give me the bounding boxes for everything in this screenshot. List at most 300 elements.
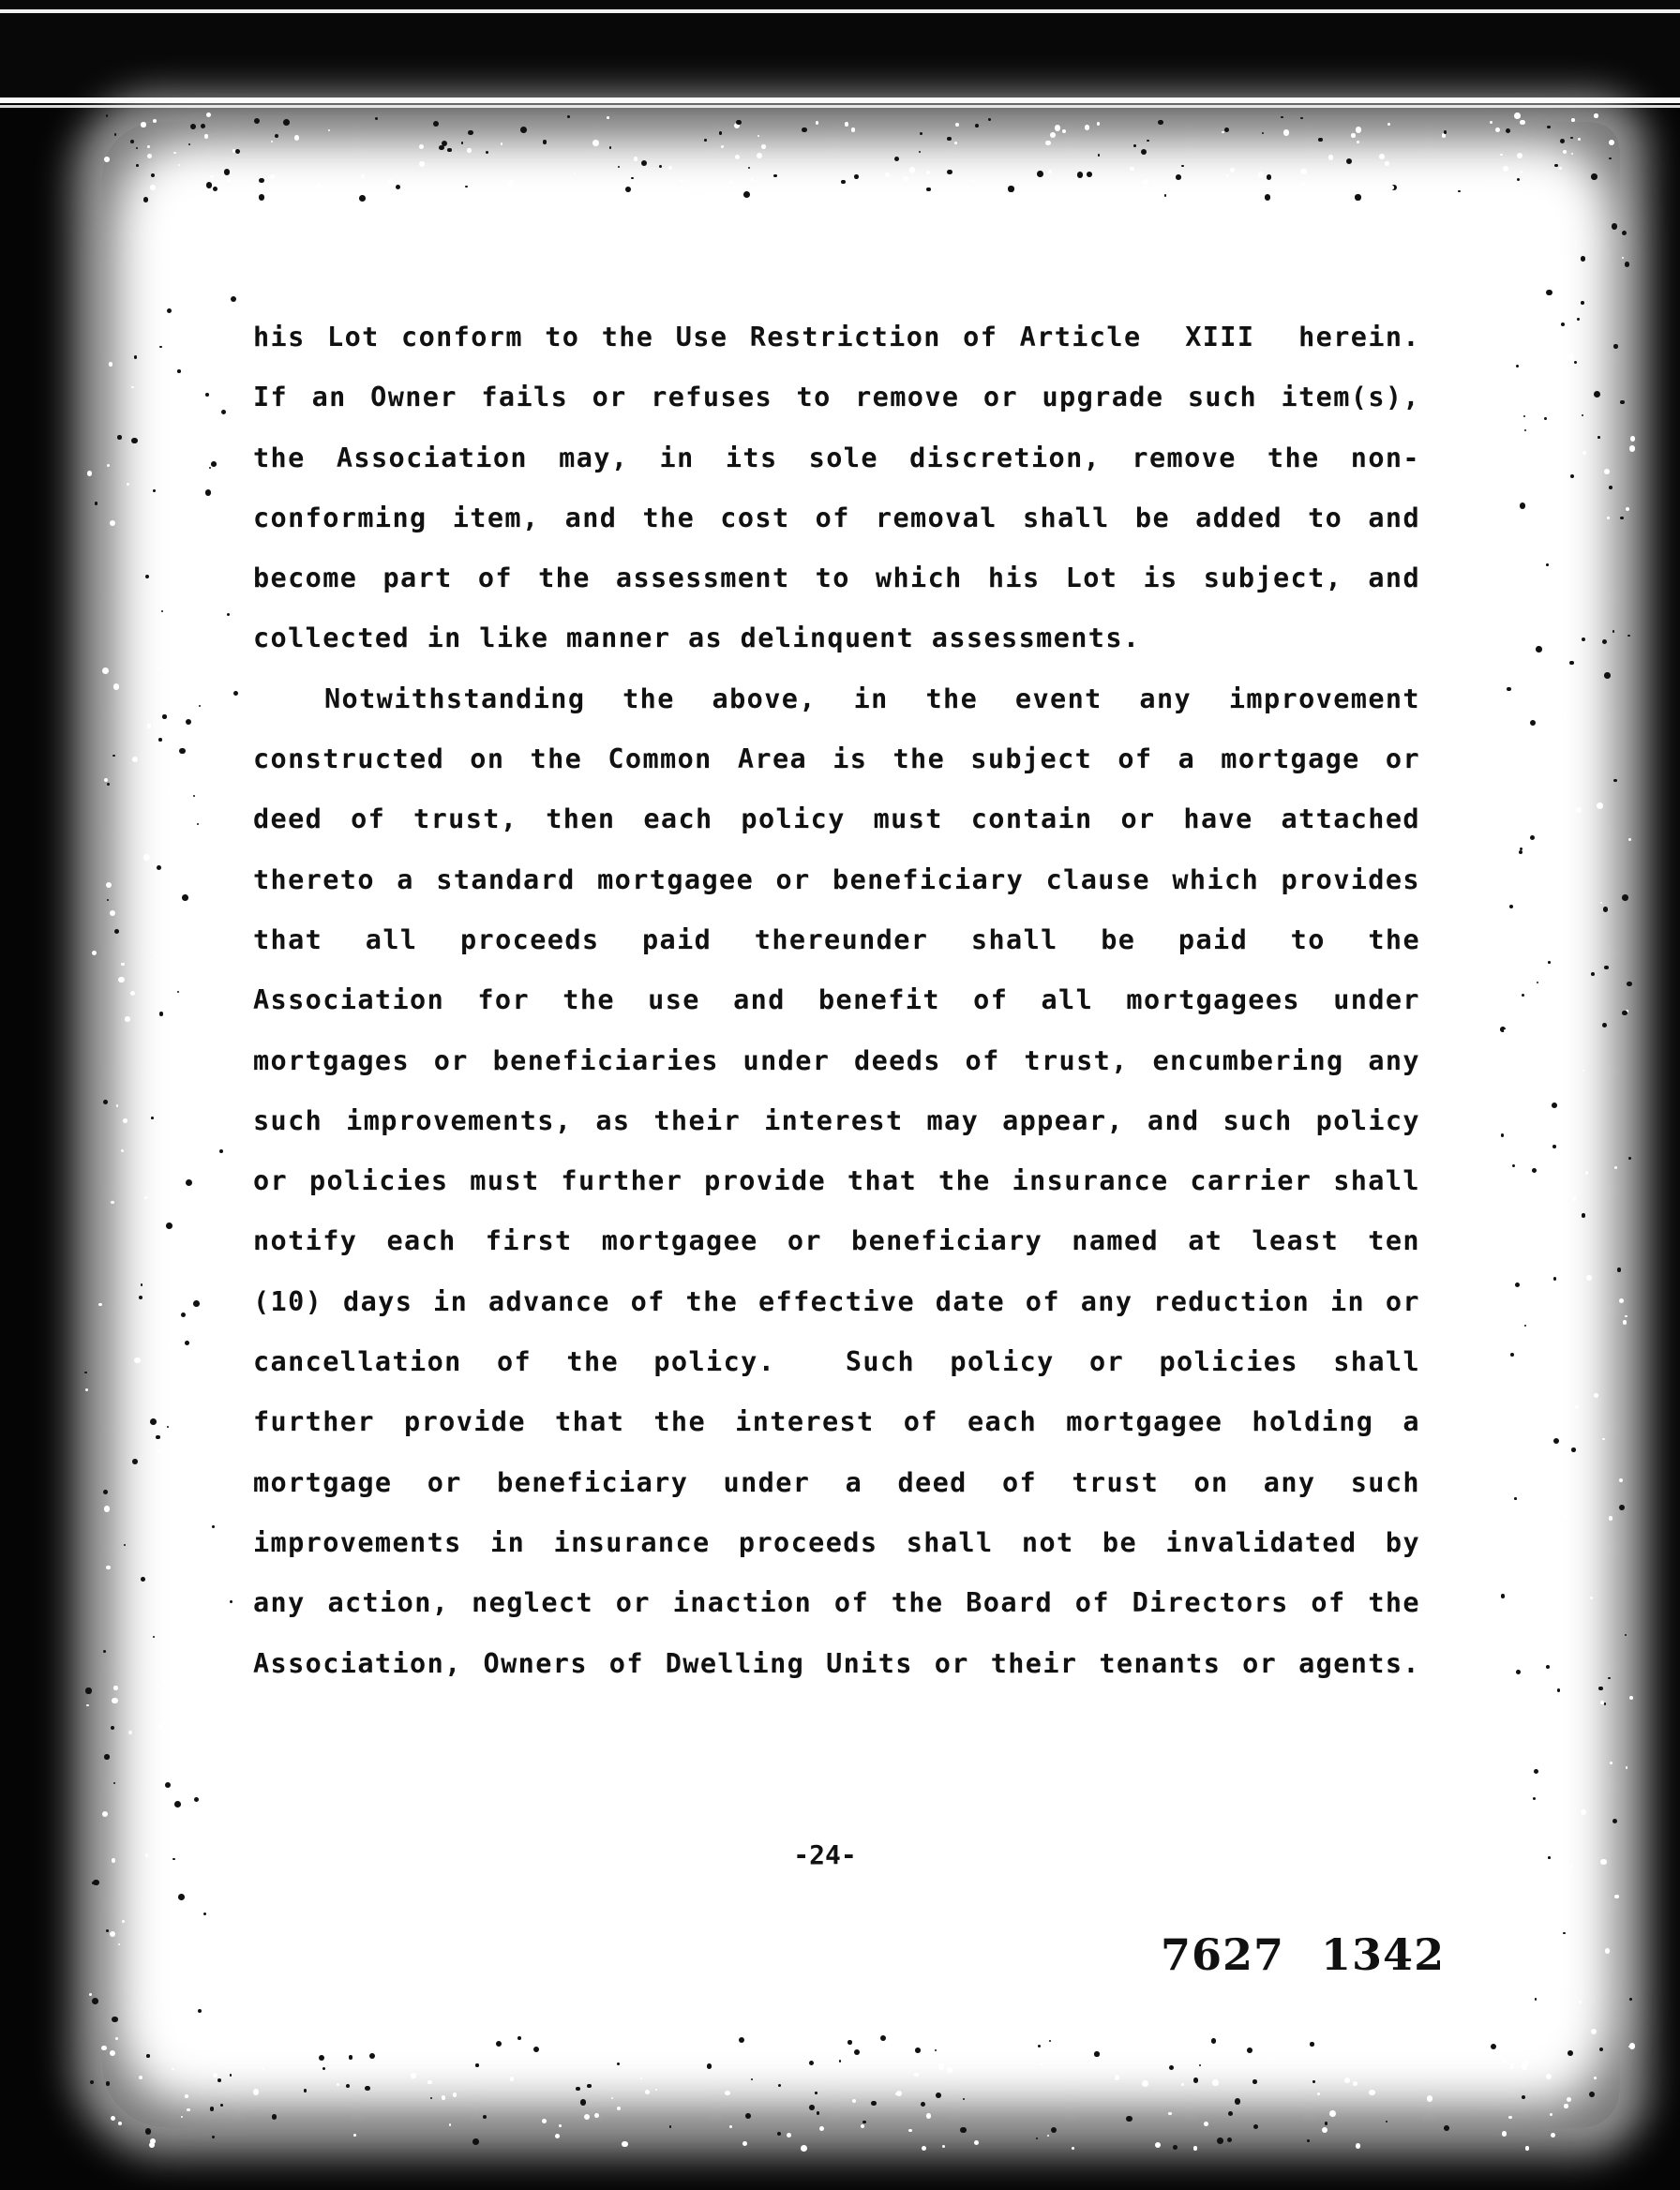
scan-speck (736, 120, 742, 126)
scan-speck (1356, 127, 1362, 133)
scan-speck (411, 2073, 416, 2078)
scan-speck (1629, 445, 1636, 452)
scan-speck (1503, 166, 1508, 172)
scan-speck (960, 2127, 967, 2134)
scan-speck (1520, 1282, 1522, 1284)
scan-speck (1265, 194, 1270, 200)
scan-speck (1552, 1760, 1559, 1766)
scan-speck (584, 2114, 590, 2120)
scan-speck (576, 2087, 579, 2091)
scan-speck (809, 2105, 815, 2110)
scan-speck (1627, 982, 1631, 986)
scan-speck (594, 2113, 599, 2118)
scan-speck (346, 2084, 350, 2088)
scan-speck (942, 2145, 945, 2148)
scan-speck (1628, 1157, 1631, 1160)
scan-speck (922, 2146, 926, 2151)
scan-speck (1517, 153, 1522, 158)
scan-speck (193, 1300, 200, 1307)
scan-speck (127, 483, 129, 486)
scan-speck (1301, 183, 1304, 186)
scan-speck (167, 308, 172, 313)
scan-speck (185, 2094, 188, 2098)
scan-speck (101, 2046, 106, 2050)
scan-speck (1613, 344, 1617, 348)
scan-speck (103, 1100, 108, 1104)
scan-speck (955, 123, 959, 127)
scan-speck (134, 355, 138, 359)
scan-speck (212, 2136, 215, 2138)
scan-speck (1582, 451, 1586, 455)
scan-speck (184, 455, 189, 460)
scan-speck (1258, 172, 1264, 177)
scan-speck (1142, 2080, 1148, 2087)
scan-speck (193, 1390, 197, 1394)
scan-speck (1267, 174, 1271, 179)
scan-speck (1552, 1145, 1556, 1148)
scan-speck (113, 1686, 118, 1690)
scan-speck (145, 575, 149, 578)
scan-speck (159, 346, 161, 348)
scan-speck (472, 2138, 479, 2145)
scan-speck (1548, 1856, 1551, 1859)
scan-speck (854, 174, 859, 179)
scan-speck (1628, 635, 1629, 637)
scan-speck (1612, 223, 1618, 230)
scan-speck (1614, 1166, 1617, 1169)
text-line: constructed on the Common Area is the subject of a mortgage or (253, 743, 1420, 775)
scan-speck (230, 2074, 232, 2076)
scan-speck (106, 114, 109, 117)
scan-speck (1179, 2042, 1186, 2048)
scan-speck (1045, 141, 1051, 146)
scan-speck (947, 137, 952, 142)
scan-speck (1051, 2127, 1058, 2134)
scan-speck (87, 471, 93, 476)
scan-speck (1620, 517, 1623, 519)
scan-speck (231, 296, 236, 302)
scan-speck (199, 705, 201, 707)
scan-speck (1217, 2138, 1223, 2144)
scan-speck (1510, 1379, 1516, 1385)
scan-speck (1115, 2075, 1120, 2080)
scan-speck (1237, 2049, 1240, 2053)
scan-speck (195, 1431, 201, 1436)
scan-speck (227, 178, 231, 182)
scan-speck (937, 2045, 941, 2049)
scan-speck (1612, 630, 1615, 633)
scan-speck (559, 2124, 562, 2127)
text-line: mortgages or beneficiaries under deeds of trust, encumbering any (253, 1044, 1420, 1076)
scan-speck (205, 489, 211, 495)
scan-speck (156, 955, 158, 957)
scan-speck (1141, 149, 1147, 155)
scan-speck (168, 376, 172, 381)
scan-speck (751, 178, 754, 181)
scan-speck (1575, 1405, 1579, 1409)
scan-speck (512, 191, 517, 196)
scan-speck (1147, 140, 1149, 142)
scan-speck (936, 2092, 941, 2098)
scan-speck (388, 179, 394, 185)
scan-speck (215, 873, 219, 878)
scan-speck (1602, 1438, 1604, 1440)
scan-speck (954, 142, 957, 144)
scan-speck (926, 2113, 931, 2118)
scan-speck (1548, 961, 1551, 964)
scan-speck (272, 2114, 277, 2119)
scan-speck (1322, 2127, 1328, 2133)
scan-speck (144, 1196, 147, 1199)
scan-speck (1629, 1696, 1633, 1700)
text-line: (10) days in advance of the effective date of any reduction in or (253, 1285, 1420, 1317)
text-line: any action, neglect or inaction of the Board of Directors of the (253, 1587, 1420, 1619)
scan-speck (1145, 193, 1150, 199)
scan-speck (1047, 2135, 1049, 2137)
scan-speck (1607, 517, 1609, 518)
text-line: conforming item, and the cost of removal shall be added to and (253, 502, 1420, 533)
scan-speck (1500, 154, 1503, 157)
scan-speck (1036, 2138, 1038, 2139)
scan-speck (1620, 400, 1624, 404)
scan-speck (122, 1920, 125, 1923)
scan-speck (1629, 1998, 1632, 2001)
scan-speck (128, 1731, 132, 1734)
scan-speck (118, 1943, 120, 1945)
scan-speck (1594, 113, 1598, 117)
scan-speck (150, 1418, 157, 1425)
scan-speck (1550, 2113, 1552, 2116)
scan-speck (84, 1372, 86, 1373)
scan-speck (92, 951, 97, 955)
scan-speck (1557, 1688, 1560, 1691)
scan-speck (839, 2060, 841, 2062)
scan-speck (1619, 1505, 1625, 1510)
scan-speck (1525, 2146, 1530, 2151)
scan-speck (1130, 167, 1133, 171)
scan-speck (1169, 2065, 1174, 2070)
scan-speck (442, 2095, 446, 2100)
scan-speck (195, 738, 202, 744)
scan-speck (1444, 2125, 1449, 2131)
scan-speck (147, 145, 150, 148)
text-line: improvements in insurance proceeds shall not be invalidated by (253, 1526, 1420, 1558)
scan-speck (1625, 1634, 1627, 1636)
scan-speck (158, 668, 161, 670)
recording-number: 7627 1342 (1161, 1929, 1446, 1980)
scan-speck (102, 1811, 108, 1817)
scan-speck (102, 668, 109, 674)
scan-speck (1524, 1325, 1526, 1327)
scan-speck (1351, 133, 1355, 137)
scan-speck (1582, 1213, 1585, 1217)
scan-speck (227, 613, 230, 616)
scan-speck (1591, 173, 1597, 179)
scan-speck (1613, 779, 1616, 782)
scan-speck (181, 1889, 186, 1894)
scan-speck (1585, 1171, 1589, 1175)
scan-speck (235, 149, 240, 154)
scan-speck (802, 128, 807, 133)
scan-speck (725, 2091, 730, 2096)
scan-speck (1570, 137, 1573, 140)
scan-speck (131, 386, 133, 388)
scan-speck (747, 2042, 750, 2045)
scan-speck (211, 461, 217, 467)
text-line: Association, Owners of Dwelling Units or their tenants or agents. (253, 1647, 1420, 1679)
scan-speck (1253, 2124, 1258, 2129)
scan-speck (328, 129, 330, 131)
scan-speck (1307, 2139, 1310, 2142)
scan-speck (1181, 165, 1183, 167)
scan-speck (1625, 1315, 1628, 1318)
top-rule (0, 9, 1680, 13)
scan-speck (1085, 125, 1089, 129)
scan-speck (1622, 231, 1627, 235)
scan-speck (518, 2036, 521, 2040)
scan-speck (1597, 802, 1603, 809)
scan-speck (95, 502, 98, 505)
scan-speck (304, 2089, 307, 2092)
scan-speck (353, 2134, 356, 2137)
scan-speck (1204, 2122, 1208, 2126)
scan-speck (761, 144, 766, 149)
scan-speck (1523, 415, 1525, 417)
scan-speck (845, 122, 848, 126)
scan-speck (375, 117, 378, 120)
scan-speck (1501, 1133, 1505, 1137)
scan-speck (254, 118, 260, 124)
scan-speck (592, 140, 599, 146)
scan-speck (1525, 790, 1530, 795)
scan-speck (975, 124, 979, 128)
scan-speck (1564, 1514, 1568, 1519)
scan-speck (1048, 170, 1052, 173)
scan-speck (1581, 256, 1585, 261)
scan-speck (118, 2122, 122, 2125)
scan-speck (1385, 161, 1389, 166)
scan-speck (1523, 2060, 1529, 2065)
scan-speck (1077, 172, 1084, 178)
scan-speck (143, 854, 150, 861)
scan-speck (801, 2145, 807, 2152)
text-line: collected in like manner as delinquent assessments. (253, 622, 1141, 654)
text-line: or policies must further provide that the insurance carrier shall (253, 1165, 1420, 1197)
scan-speck (1379, 154, 1385, 159)
scan-speck (607, 116, 609, 119)
text-line: further provide that the interest of each mortgagee holding a (253, 1406, 1420, 1438)
scan-speck (947, 170, 952, 174)
scan-speck (1319, 2045, 1321, 2047)
scan-speck (151, 173, 155, 177)
scan-speck (885, 172, 890, 177)
scan-speck (259, 194, 264, 200)
scan-speck (1513, 247, 1519, 252)
scan-speck (109, 362, 112, 366)
scan-speck (202, 594, 207, 600)
scan-speck (1553, 1065, 1560, 1072)
scan-speck (197, 1080, 200, 1083)
scan-speck (1310, 2042, 1313, 2046)
scan-speck (186, 445, 190, 450)
text-line: deed of trust, then each policy must contain or have attached (253, 803, 1420, 835)
scan-speck (146, 2054, 150, 2058)
scan-speck (1629, 2043, 1635, 2048)
scan-speck (1579, 2001, 1582, 2003)
scan-speck (1630, 436, 1635, 441)
scan-speck (465, 186, 467, 188)
text-line: that all proceeds paid thereunder shall be paid to the (253, 923, 1420, 955)
scan-speck (165, 1347, 167, 1349)
scan-speck (496, 2041, 502, 2047)
scan-speck (1155, 2142, 1161, 2148)
scan-speck (1604, 672, 1611, 679)
scan-speck (1530, 720, 1536, 726)
scan-speck (862, 2121, 865, 2123)
scan-speck (157, 865, 161, 870)
scan-speck (104, 157, 110, 162)
scan-speck (428, 2080, 431, 2084)
scan-speck (1512, 1164, 1515, 1167)
scan-speck (1514, 1974, 1519, 1979)
scan-speck (1546, 1665, 1550, 1669)
scan-speck (141, 1283, 142, 1285)
scan-speck (89, 1993, 92, 1996)
scan-speck (125, 1016, 129, 1021)
scan-speck (1546, 770, 1550, 773)
scan-speck (107, 899, 109, 901)
scan-speck (787, 2133, 791, 2138)
scan-speck (509, 196, 513, 200)
scan-speck (1571, 118, 1575, 122)
scan-speck (1609, 486, 1612, 489)
scan-speck (151, 1117, 154, 1119)
scan-speck (1551, 2133, 1555, 2138)
scan-speck (1502, 2131, 1508, 2137)
scan-speck (1622, 1011, 1628, 1016)
scan-speck (197, 388, 200, 391)
scan-speck (194, 1797, 199, 1802)
scan-speck (1542, 448, 1549, 455)
scan-speck (971, 180, 973, 182)
scan-speck (210, 2107, 215, 2111)
scan-speck (132, 757, 138, 762)
scan-speck (915, 2048, 921, 2053)
scan-speck (1544, 417, 1547, 420)
scan-speck (185, 1341, 189, 1345)
scan-speck (1594, 2077, 1597, 2079)
scan-speck (1300, 117, 1302, 119)
scan-speck (467, 148, 472, 153)
scan-speck (217, 2034, 220, 2038)
scan-speck (659, 165, 662, 168)
text-line: cancellation of the policy. Such policy or policies shall (253, 1346, 1420, 1378)
scan-speck (171, 1161, 174, 1164)
scan-speck (634, 157, 638, 161)
scan-speck (85, 1388, 88, 1391)
scan-speck (1072, 2147, 1074, 2150)
scan-speck (1168, 2112, 1172, 2116)
scan-speck (136, 164, 139, 167)
text-line: become part of the assessment to which his Lot is subject, and (253, 562, 1420, 594)
scan-speck (1552, 1263, 1555, 1267)
scan-speck (1491, 2044, 1496, 2049)
scan-speck (419, 161, 425, 167)
text-line: mortgage or beneficiary under a deed of trust on any such (253, 1466, 1420, 1498)
scan-speck (1608, 1677, 1610, 1679)
document-body (253, 308, 1420, 1694)
scan-speck (819, 2126, 824, 2131)
scan-speck (1600, 902, 1602, 904)
scan-speck (177, 369, 181, 373)
scan-speck (348, 2034, 353, 2040)
scan-speck (1603, 907, 1609, 912)
scan-speck (1568, 353, 1574, 360)
scan-speck (645, 2090, 650, 2094)
scan-speck (200, 1449, 203, 1453)
scan-speck (1227, 2138, 1232, 2142)
scan-speck (1594, 391, 1600, 398)
scan-speck (674, 189, 677, 192)
scan-speck (145, 2128, 152, 2135)
scan-speck (1300, 169, 1307, 175)
scan-speck (131, 438, 137, 443)
scan-speck (903, 176, 908, 181)
scan-speck (205, 393, 209, 397)
scan-speck (209, 467, 211, 469)
scan-speck (1564, 714, 1566, 716)
scan-speck (414, 2042, 416, 2044)
scan-speck (111, 1201, 113, 1204)
scan-speck (186, 719, 191, 725)
text-line: his Lot conform to the Use Restriction of Article XIII herein. (253, 322, 1420, 352)
scan-speck (1619, 1298, 1624, 1303)
scan-speck (1552, 349, 1553, 351)
scan-speck (182, 894, 188, 901)
scan-speck (729, 181, 733, 185)
scan-speck (625, 187, 631, 192)
scan-speck (174, 1759, 178, 1762)
scan-speck (707, 2063, 712, 2068)
scan-speck (181, 1312, 186, 1317)
scan-speck (1622, 257, 1624, 259)
scan-speck (567, 115, 570, 118)
scan-speck (158, 738, 162, 742)
scan-speck (1230, 168, 1235, 172)
scan-speck (283, 119, 290, 126)
scan-speck (1594, 1393, 1598, 1398)
scan-speck (1625, 262, 1630, 267)
scan-speck (259, 178, 264, 184)
scan-speck (112, 1858, 115, 1862)
scan-speck (1612, 1819, 1617, 1823)
scan-speck (1098, 154, 1100, 156)
scan-speck (224, 169, 231, 175)
scan-speck (92, 1998, 98, 2004)
scan-speck (112, 1698, 118, 1704)
scan-speck (1247, 2048, 1252, 2053)
scan-speck (1574, 361, 1577, 364)
scan-speck (1546, 290, 1552, 296)
scan-speck (508, 180, 514, 186)
scan-speck (1325, 2122, 1328, 2124)
scan-speck (206, 182, 213, 188)
scan-speck (202, 1969, 205, 1972)
scan-speck (1614, 1895, 1619, 1899)
scan-speck (468, 130, 473, 136)
scan-speck (1038, 2045, 1041, 2048)
scan-speck (1050, 132, 1056, 138)
